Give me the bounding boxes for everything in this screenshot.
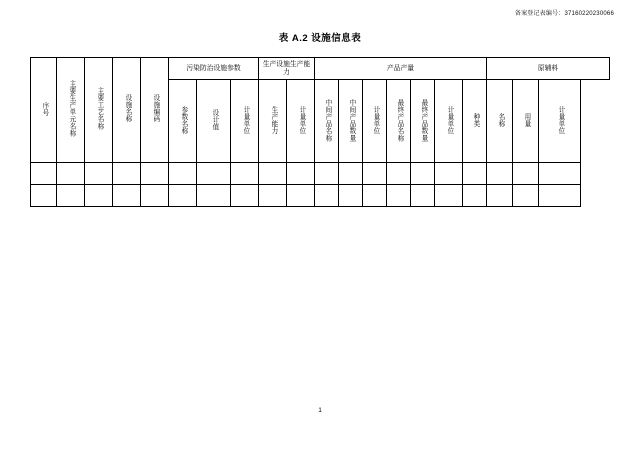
cell[interactable] <box>463 163 487 185</box>
header-cell-param-unit: 计量单位 <box>231 80 259 163</box>
cell[interactable] <box>31 163 57 185</box>
header-cell-capacity-unit: 计量单位 <box>287 80 315 163</box>
table-group-header-row <box>31 58 610 80</box>
facility-table-container <box>30 57 610 207</box>
cell[interactable] <box>315 185 339 207</box>
cell[interactable] <box>487 185 513 207</box>
header-cell-material-amount: 用量 <box>513 80 539 163</box>
header-cell-intermediate-product-qty: 中间产品数量 <box>339 80 363 163</box>
cell[interactable] <box>231 185 259 207</box>
header-cell-intermediate-product-unit: 计量单位 <box>363 80 387 163</box>
cell[interactable] <box>487 163 513 185</box>
header-cell-production-unit: 主要生产单元名称 <box>57 58 85 163</box>
cell[interactable] <box>411 185 435 207</box>
group-header-product-output: 产品产量 <box>315 58 487 80</box>
header-cell-material-name: 名称 <box>487 80 513 163</box>
registration-number: 备案登记表编号：37160220230066 <box>514 11 614 17</box>
group-header-raw-materials: 原辅料 <box>487 58 610 80</box>
cell[interactable] <box>339 163 363 185</box>
cell[interactable] <box>287 163 315 185</box>
cell[interactable] <box>315 163 339 185</box>
cell[interactable] <box>57 185 85 207</box>
page-title: 表 A.2 设施信息表 <box>278 33 362 44</box>
header-cell-material-type: 种类 <box>463 80 487 163</box>
cell[interactable] <box>113 163 141 185</box>
cell[interactable] <box>113 185 141 207</box>
cell[interactable] <box>169 163 197 185</box>
cell[interactable] <box>539 185 581 207</box>
page-number: 1 <box>318 407 322 414</box>
header-cell-intermediate-product-name: 中间产品名称 <box>315 80 339 163</box>
header-cell-material-unit: 计量单位 <box>539 80 581 163</box>
header-cell-final-product-qty: 最终产品数量 <box>411 80 435 163</box>
cell[interactable] <box>141 185 169 207</box>
header-cell-facility-name: 设施名称 <box>113 58 141 163</box>
cell[interactable] <box>169 185 197 207</box>
cell[interactable] <box>287 185 315 207</box>
cell[interactable] <box>411 163 435 185</box>
header-cell-param-name: 参数名称 <box>169 80 197 163</box>
cell[interactable] <box>539 163 581 185</box>
cell[interactable] <box>141 163 169 185</box>
cell[interactable] <box>339 185 363 207</box>
header-cell-design-value: 设计值 <box>197 80 231 163</box>
header-cell-facility-code: 设施编码 <box>141 58 169 163</box>
cell[interactable] <box>363 185 387 207</box>
cell[interactable] <box>197 185 231 207</box>
cell[interactable] <box>463 185 487 207</box>
table-row[interactable] <box>31 163 610 185</box>
cell[interactable] <box>513 185 539 207</box>
cell[interactable] <box>363 163 387 185</box>
cell[interactable] <box>435 185 463 207</box>
header-cell-capacity: 生产能力 <box>259 80 287 163</box>
group-header-production-capacity: 生产设施生产能力 <box>259 58 315 80</box>
header-cell-process-name: 主要工艺名称 <box>85 58 113 163</box>
cell[interactable] <box>259 163 287 185</box>
cell[interactable] <box>31 185 57 207</box>
header-cell-index: 序号 <box>31 58 57 163</box>
facility-info-table <box>30 57 610 207</box>
cell[interactable] <box>435 163 463 185</box>
cell[interactable] <box>57 163 85 185</box>
cell[interactable] <box>85 163 113 185</box>
table-row[interactable] <box>31 185 610 207</box>
cell[interactable] <box>513 163 539 185</box>
cell[interactable] <box>387 185 411 207</box>
cell[interactable] <box>259 185 287 207</box>
group-header-pollution-control-params: 污染防治设施参数 <box>169 58 259 80</box>
cell[interactable] <box>85 185 113 207</box>
cell[interactable] <box>387 163 411 185</box>
header-cell-final-product-name: 最终产品名称 <box>387 80 411 163</box>
cell[interactable] <box>231 163 259 185</box>
cell[interactable] <box>197 163 231 185</box>
header-cell-final-product-unit: 计量单位 <box>435 80 463 163</box>
